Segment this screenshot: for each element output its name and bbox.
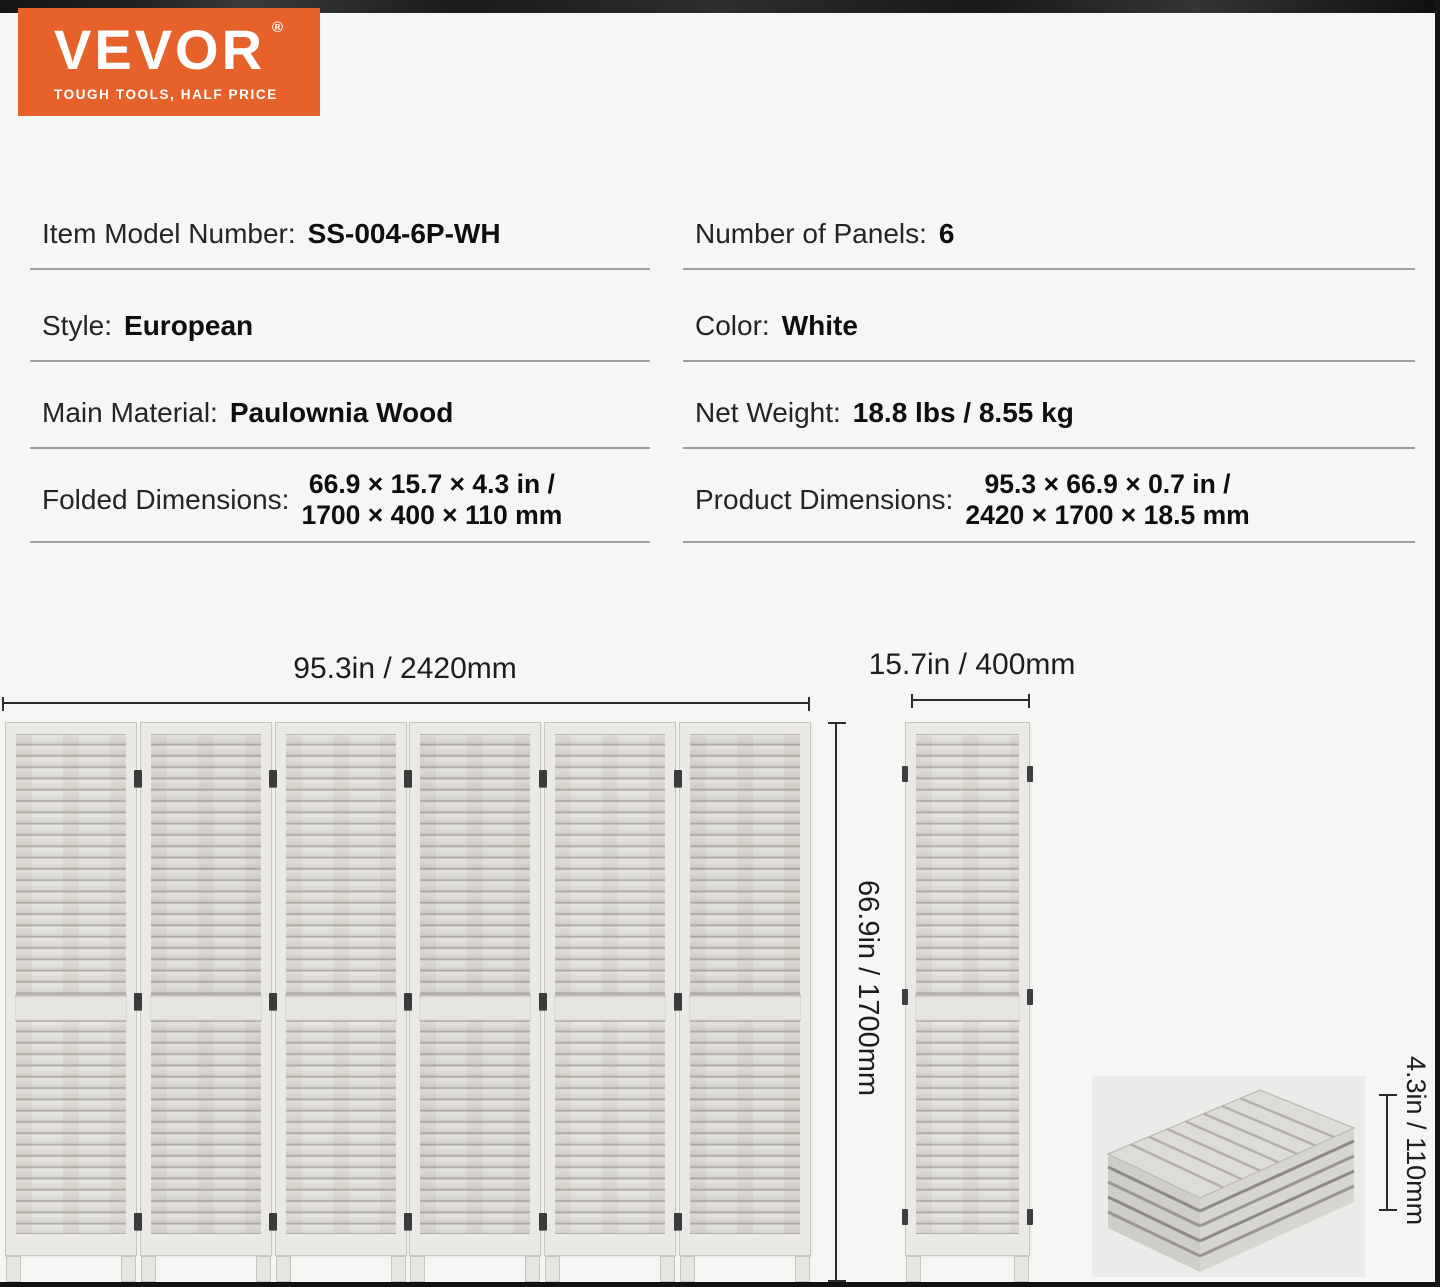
depth-dimension-label: 15.7in / 400mm bbox=[868, 648, 1076, 681]
spec-value: White bbox=[781, 310, 858, 341]
stacked-panels-photo bbox=[1092, 1076, 1365, 1277]
panel-leg bbox=[795, 1256, 810, 1282]
spec-value bbox=[965, 469, 1249, 530]
panel-hinge bbox=[404, 770, 412, 787]
thickness-dimension-label: 4.3in / 110mm bbox=[1401, 1056, 1431, 1226]
panel-leg bbox=[256, 1256, 271, 1282]
spec-row-product-dimensions bbox=[683, 458, 1415, 543]
hinge-knuckle bbox=[902, 989, 908, 1005]
panel-mid-rail bbox=[15, 995, 127, 1021]
spec-label: Folded Dimensions: bbox=[42, 483, 290, 515]
panel-hinge bbox=[539, 770, 547, 787]
spec-row-panel-count bbox=[683, 200, 1415, 270]
panel-louvers bbox=[555, 1021, 665, 1234]
spec-row-folded-dimensions bbox=[30, 458, 650, 543]
panel-louvers bbox=[286, 734, 396, 995]
spec-row-color bbox=[683, 292, 1415, 362]
panel-leg bbox=[410, 1256, 425, 1282]
panel-leg bbox=[6, 1256, 21, 1282]
spec-value-line: 66.9 × 15.7 × 4.3 in / bbox=[308, 469, 555, 500]
panel-hinge bbox=[269, 1213, 277, 1230]
height-dimension-line bbox=[835, 722, 837, 1282]
hinge-knuckle bbox=[902, 1209, 908, 1225]
hinge-knuckle bbox=[902, 766, 908, 782]
panel-louvers bbox=[151, 1021, 261, 1234]
panel-hinge bbox=[404, 993, 412, 1010]
brand-tagline: TOUGH TOOLS, HALF PRICE bbox=[54, 87, 278, 102]
spec-label: Color: bbox=[695, 310, 770, 341]
brand-wordmark bbox=[54, 18, 284, 81]
panel-hinge bbox=[269, 993, 277, 1010]
panel-louvers bbox=[555, 734, 665, 995]
six-panel-divider-front-view bbox=[5, 722, 811, 1284]
thickness-dimension-line bbox=[1386, 1094, 1388, 1211]
spec-value-line: 95.3 × 66.9 × 0.7 in / bbox=[984, 469, 1231, 500]
panel-louvers bbox=[690, 1021, 800, 1234]
panel-louvers bbox=[420, 1021, 530, 1234]
panel-leg bbox=[1014, 1256, 1029, 1282]
panel-leg bbox=[525, 1256, 540, 1282]
height-dimension-label: 66.9in / 1700mm bbox=[852, 880, 884, 1097]
right-edge-bar bbox=[1435, 0, 1440, 1287]
spec-value-line: 1700 × 400 × 110 mm bbox=[301, 499, 563, 530]
spec-label: Product Dimensions: bbox=[695, 483, 954, 515]
panel-hinge bbox=[539, 993, 547, 1010]
spec-value bbox=[301, 469, 562, 530]
width-dimension-line bbox=[2, 702, 810, 704]
panel-leg bbox=[680, 1256, 695, 1282]
panel-leg bbox=[545, 1256, 560, 1282]
panel-hinge bbox=[134, 1213, 142, 1230]
spec-value: Paulownia Wood bbox=[229, 397, 454, 428]
louver-panel bbox=[140, 722, 272, 1256]
louver-panel bbox=[544, 722, 676, 1256]
panel-louvers bbox=[151, 734, 261, 995]
panel-hinge bbox=[674, 993, 682, 1010]
panel-hinge bbox=[134, 770, 142, 787]
panel-mid-rail bbox=[419, 995, 531, 1021]
registered-mark: ® bbox=[272, 19, 284, 36]
hinge-knuckle bbox=[1027, 766, 1033, 782]
spec-label: Number of Panels: bbox=[695, 218, 927, 249]
spec-label: Net Weight: bbox=[695, 397, 841, 428]
panel-louvers bbox=[16, 734, 126, 995]
panel-mid-rail bbox=[285, 995, 397, 1021]
panel-louvers bbox=[420, 734, 530, 995]
width-dimension-label: 95.3in / 2420mm bbox=[293, 652, 517, 685]
spec-value: 18.8 lbs / 8.55 kg bbox=[852, 397, 1074, 428]
panel-mid-rail bbox=[689, 995, 801, 1021]
louver-panel bbox=[679, 722, 811, 1256]
spec-value: 6 bbox=[938, 218, 955, 249]
louver-panel bbox=[275, 722, 407, 1256]
spec-label: Style: bbox=[42, 310, 113, 341]
panel-louvers bbox=[916, 734, 1019, 995]
hinge-knuckle bbox=[1027, 1209, 1033, 1225]
panel-louvers bbox=[690, 734, 800, 995]
panel-hinge bbox=[269, 770, 277, 787]
depth-dimension-line bbox=[911, 699, 1030, 701]
spec-row-material bbox=[30, 379, 650, 449]
spec-label: Main Material: bbox=[42, 397, 218, 428]
panel-hinge bbox=[674, 1213, 682, 1230]
hinge-knuckle bbox=[1027, 989, 1033, 1005]
panel-mid-rail bbox=[915, 995, 1020, 1021]
spec-row-model bbox=[30, 200, 650, 270]
spec-value: SS-004-6P-WH bbox=[307, 218, 501, 249]
panel-louvers bbox=[286, 1021, 396, 1234]
panel-hinge bbox=[539, 1213, 547, 1230]
bottom-edge-bar bbox=[0, 1282, 1440, 1287]
panel-leg bbox=[121, 1256, 136, 1282]
louver-panel bbox=[5, 722, 137, 1256]
spec-value-line: 2420 × 1700 × 18.5 mm bbox=[965, 499, 1250, 530]
panel-hinge bbox=[134, 993, 142, 1010]
brand-text: VEVOR bbox=[54, 18, 266, 81]
panel-leg bbox=[391, 1256, 406, 1282]
spec-row-style bbox=[30, 292, 650, 362]
vevor-logo bbox=[18, 8, 320, 116]
panel-louvers bbox=[916, 1021, 1019, 1234]
louver-panel bbox=[905, 722, 1030, 1256]
panel-mid-rail bbox=[150, 995, 262, 1021]
louver-panel bbox=[409, 722, 541, 1256]
folded-panel-side-view bbox=[905, 722, 1030, 1284]
panel-leg bbox=[660, 1256, 675, 1282]
panel-louvers bbox=[16, 1021, 126, 1234]
stacked-panels-illustration bbox=[1092, 1076, 1365, 1277]
panel-hinge bbox=[674, 770, 682, 787]
spec-row-net-weight bbox=[683, 379, 1415, 449]
panel-leg bbox=[276, 1256, 291, 1282]
panel-mid-rail bbox=[554, 995, 666, 1021]
panel-leg bbox=[141, 1256, 156, 1282]
spec-label: Item Model Number: bbox=[42, 218, 296, 249]
panel-hinge bbox=[404, 1213, 412, 1230]
panel-leg bbox=[906, 1256, 921, 1282]
spec-value: European bbox=[124, 310, 254, 341]
